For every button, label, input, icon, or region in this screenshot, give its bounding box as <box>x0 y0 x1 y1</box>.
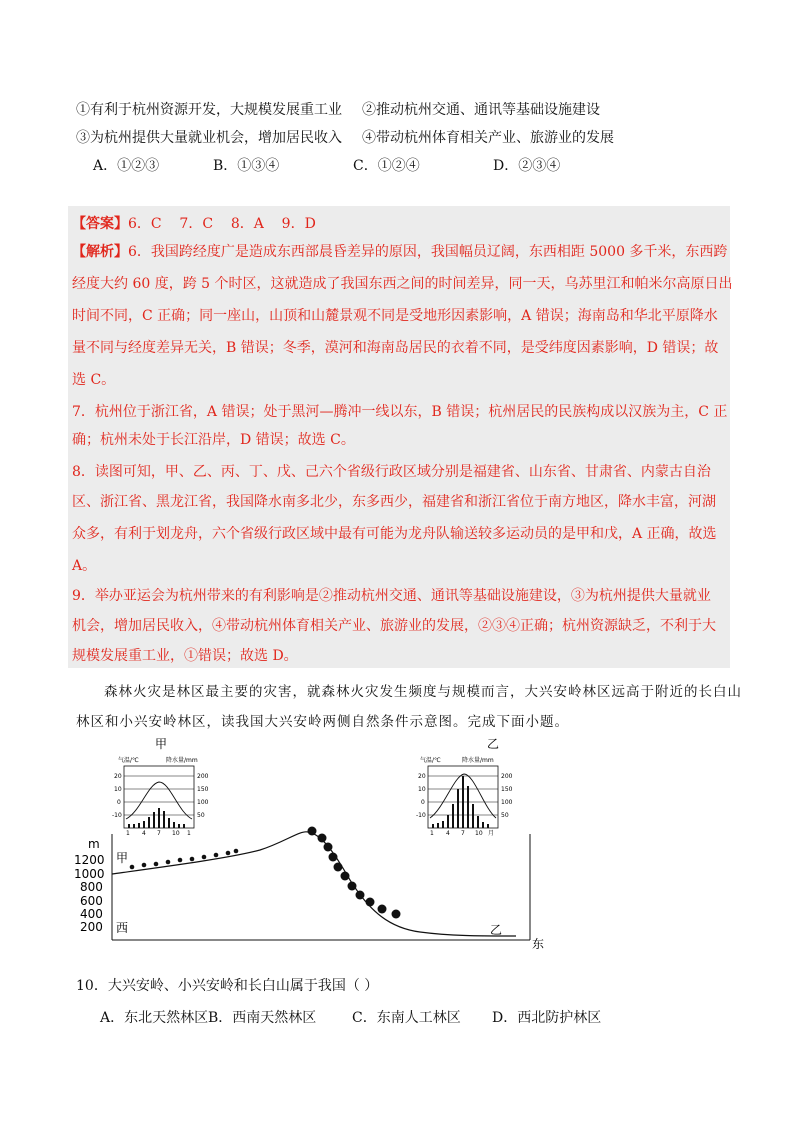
answer-text: 6．C 7．C 8．A 9．D <box>128 216 316 232</box>
e-month-1: 1 <box>430 830 434 837</box>
analysis-line-6: 7．杭州位于浙江省，A 错误；处于黑河—腾冲一线以东，B 错误；杭州居民的民族构成以汉族为主，C 正 <box>72 404 728 420</box>
analysis-line-11: A。 <box>72 558 97 574</box>
profile-east-side: 东 <box>532 937 545 951</box>
w-month-10: 10 <box>172 830 180 837</box>
q10-choice-d: D．西北防护林区 <box>492 1010 602 1026</box>
analysis-label: 【解析】 <box>72 244 128 260</box>
analysis-line-10: 众多，有利于划龙舟，六个省级行政区域中最有可能为龙舟队输送较多运动员的是甲和戊，A 正确，故选 <box>72 526 717 542</box>
e-prec-100: 100 <box>501 799 513 806</box>
choice-d: D．②③④ <box>493 158 561 174</box>
y-600: 600 <box>80 894 103 908</box>
w-month-7: 7 <box>157 830 161 837</box>
east-chart-label: 乙 <box>487 737 500 751</box>
y-unit: m <box>88 837 100 851</box>
profile-east-label: 乙 <box>490 923 503 937</box>
e-month-10: 10 <box>475 830 483 837</box>
q10-stem: 10．大兴安岭、小兴安岭和长白山属于我国（ ） <box>76 978 379 994</box>
west-climate-chart <box>112 756 209 837</box>
analysis-line-9: 区、浙江省、黑龙江省，我国降水南多北少，东多西少，福建省和浙江省位于南方地区，降水丰富，河湖 <box>72 494 716 510</box>
option-2: ②推动杭州交通、通讯等基础设施建设 <box>362 102 600 118</box>
analysis-line-4: 量不同与经度差异无关，B 错误；冬季，漠河和海南岛居民的衣着不同，是受纬度因素影响，D 错误；故 <box>72 340 719 356</box>
e-month-7: 7 <box>461 830 465 837</box>
w-prec-200: 200 <box>197 773 209 780</box>
w-month-4: 4 <box>142 830 146 837</box>
w-temp-0: 0 <box>117 799 121 806</box>
answer-line <box>72 214 316 234</box>
analysis-line-5: 选 C。 <box>72 372 116 388</box>
e-prec-200: 200 <box>501 773 513 780</box>
analysis-line-14: 规模发展重工业，①错误；故选 D。 <box>72 648 298 664</box>
y-1000: 1000 <box>74 867 105 881</box>
terrain-figure <box>60 734 560 954</box>
analysis-line-8: 8．读图可知，甲、乙、丙、丁、戊、己六个省级行政区域分别是福建省、山东省、甘肃省、内蒙古自治 <box>72 464 711 480</box>
east-prec-axis-label: 降水量/mm <box>462 757 494 764</box>
analysis-line-3: 时间不同，C 正确；同一座山，山顶和山麓景观不同是受地形因素影响，A 错误；海南岛和华北平原降水 <box>72 308 718 324</box>
w-temp-20: 20 <box>114 773 122 780</box>
east-temp-axis-label: 气温/℃ <box>420 757 441 764</box>
e-temp-10: 10 <box>418 786 426 793</box>
option-3: ③为杭州提供大量就业机会，增加居民收入 <box>76 130 342 146</box>
w-temp-m10: -10 <box>112 812 122 819</box>
w-prec-100: 100 <box>197 799 209 806</box>
west-chart-label: 甲 <box>155 737 168 751</box>
q10-choice-a: A．东北天然林区 <box>100 1010 209 1026</box>
q10-choice-b: B．西南天然林区 <box>208 1010 317 1026</box>
analysis-line-13: 机会，增加居民收入，④带动杭州体育相关产业、旅游业的发展，②③④正确；杭州资源缺乏，不利于大 <box>72 618 716 634</box>
w-month-1: 1 <box>126 830 130 837</box>
answer-label: 【答案】 <box>72 216 128 232</box>
terrain-profile <box>74 827 544 952</box>
intro-line-1: 森林火灾是林区最主要的灾害，就森林火灾发生频度与规模而言，大兴安岭林区远高于附近的长白山 <box>104 684 742 700</box>
intro-line-2: 林区和小兴安岭林区，读我国大兴安岭两侧自然条件示意图。完成下面小题。 <box>76 714 569 730</box>
y-400: 400 <box>80 907 103 921</box>
e-month-unit: 月 <box>488 830 495 837</box>
profile-west-side: 西 <box>116 921 129 935</box>
w-month-1b: 1 <box>187 830 191 837</box>
y-800: 800 <box>80 880 103 894</box>
west-temp-axis-label: 气温/℃ <box>118 757 139 764</box>
analysis-text: 6．我国跨经度广是造成东西部晨昏差异的原因，我国幅员辽阔，东西相距 5000 多千米，东西跨 <box>128 244 728 260</box>
west-prec-axis-label: 降水量/mm <box>166 757 198 764</box>
choice-a: A．①②③ <box>93 158 160 174</box>
q10-choice-c: C．东南人工林区 <box>352 1010 461 1026</box>
analysis-line-1 <box>72 242 727 262</box>
y-200: 200 <box>80 920 103 934</box>
choice-b: B．①③④ <box>213 158 280 174</box>
e-temp-0: 0 <box>421 799 425 806</box>
w-temp-10: 10 <box>114 786 122 793</box>
e-temp-20: 20 <box>418 773 426 780</box>
analysis-line-12: 9．举办亚运会为杭州带来的有利影响是②推动杭州交通、通讯等基础设施建设，③为杭州提供大量就业 <box>72 588 711 604</box>
e-prec-50: 50 <box>501 812 509 819</box>
analysis-line-2: 经度大约 60 度，跨 5 个时区，这就造成了我国东西之间的时间差异，同一天，乌苏里江和帕米尔高原日出 <box>72 276 733 292</box>
e-temp-m10: -10 <box>416 812 426 819</box>
east-climate-chart <box>416 756 513 837</box>
e-month-4: 4 <box>446 830 450 837</box>
option-1: ①有利于杭州资源开发，大规模发展重工业 <box>76 102 342 118</box>
choice-c: C．①②④ <box>353 158 420 174</box>
e-prec-150: 150 <box>501 786 513 793</box>
option-4: ④带动杭州体育相关产业、旅游业的发展 <box>362 130 614 146</box>
y-1200: 1200 <box>74 853 105 867</box>
w-prec-50: 50 <box>197 812 205 819</box>
w-prec-150: 150 <box>197 786 209 793</box>
profile-west-label: 甲 <box>116 851 129 865</box>
analysis-line-7: 确；杭州未处于长江沿岸，D 错误；故选 C。 <box>72 432 355 448</box>
